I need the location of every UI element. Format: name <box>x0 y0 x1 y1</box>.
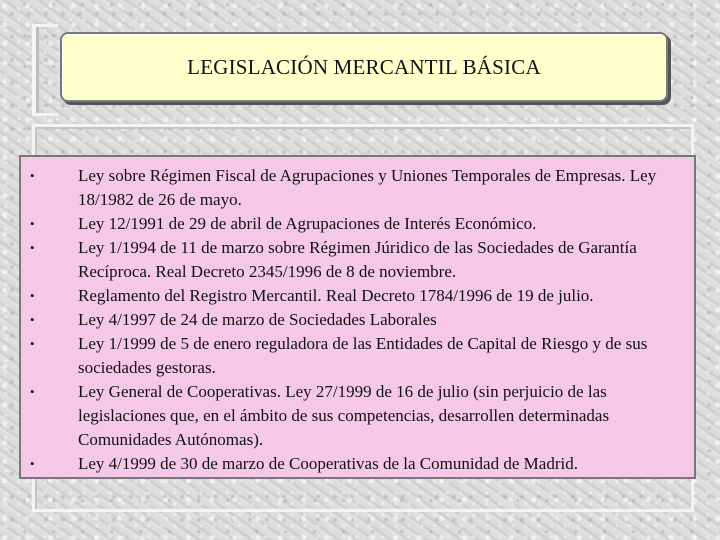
bullet-icon: • <box>30 216 35 231</box>
list-item-text: Ley sobre Régimen Fiscal de Agrupaciones y Uniones Temporales de Empresas. Ley 18/1982 de 26 de mayo. <box>78 166 657 209</box>
page-title: LEGISLACIÓN MERCANTIL BÁSICA <box>187 54 541 79</box>
bullet-icon: • <box>30 336 35 351</box>
bullet-icon: • <box>30 384 35 399</box>
list-item-text: Ley 12/1991 de 29 de abril de Agrupaciones de Interés Económico. <box>78 214 537 233</box>
list-item-text: Ley 4/1999 de 30 de marzo de Cooperativas de la Comunidad de Madrid. <box>78 454 578 473</box>
bullet-icon: • <box>30 312 35 327</box>
list-item <box>21 236 694 284</box>
list-item <box>21 380 694 452</box>
list-item <box>21 332 694 380</box>
bullet-icon: • <box>30 456 35 471</box>
legislation-list-box <box>19 155 696 479</box>
list-item <box>21 308 694 332</box>
list-item-text: Reglamento del Registro Mercantil. Real Decreto 1784/1996 de 19 de julio. <box>78 286 594 305</box>
list-item <box>21 452 694 476</box>
title-box <box>60 32 668 102</box>
list-item-text: Ley 1/1999 de 5 de enero reguladora de las Entidades de Capital de Riesgo y de sus sociedades gestoras. <box>78 334 648 377</box>
bullet-icon: • <box>30 240 35 255</box>
bullet-icon: • <box>30 288 35 303</box>
decorative-bracket-top <box>32 24 58 116</box>
legislation-list <box>21 164 694 476</box>
list-item-text: Ley 1/1994 de 11 de marzo sobre Régimen Júridico de las Sociedades de Garantía Recíproca. Real Decreto 2345/1996 de 8 de noviembre. <box>78 238 637 281</box>
bullet-icon: • <box>30 168 35 183</box>
list-item-text: Ley 4/1997 de 24 de marzo de Sociedades Laborales <box>78 310 437 329</box>
list-item <box>21 212 694 236</box>
list-item <box>21 284 694 308</box>
list-item-text: Ley General de Cooperativas. Ley 27/1999 de 16 de julio (sin perjuicio de las legislaciones que, en el ámbito de sus competencias, desarrollen determinadas Comunidades Autónomas). <box>78 382 610 449</box>
list-item <box>21 164 694 212</box>
